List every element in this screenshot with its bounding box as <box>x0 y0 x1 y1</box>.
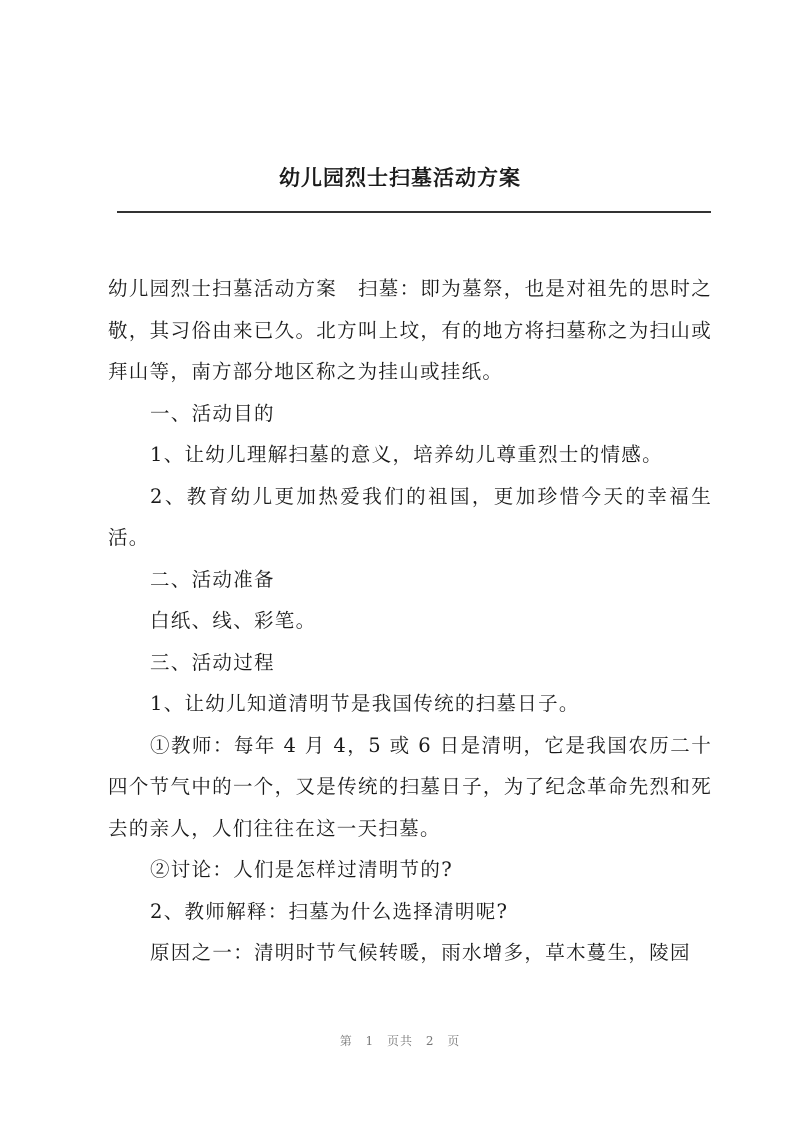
heading-activity-preparation: 二、活动准备 <box>150 567 275 591</box>
preparation-materials: 白纸、线、彩笔。 <box>150 609 317 632</box>
goal-item-1: 1、让幼儿理解扫墓的意义，培养幼儿尊重烈士的情感。 <box>150 443 663 466</box>
page-title: 幼儿园烈士扫墓活动方案 <box>279 165 521 190</box>
page-footer: 第 1 页共 2 页 <box>339 1034 461 1048</box>
process-step-1a: ①教师：每年 4 月 4，5 或 6 日是清明，它是我国农历二十四个节气中的一个，又是传统的扫墓日子，为了纪念革命先烈和死去的亲人，人们往往在这一天扫墓。 <box>108 733 712 840</box>
process-step-2: 2、教师解释：扫墓为什么选择清明呢? <box>150 899 509 923</box>
document-body <box>108 268 712 974</box>
goal-item-2: 2、教育幼儿更加热爱我们的祖国，更加珍惜今天的幸福生活。 <box>108 484 712 549</box>
paragraph-intro: 幼儿园烈士扫墓活动方案 扫墓：即为墓祭，也是对祖先的思时之敬，其习俗由来已久。北方叫上坟，有的地方将扫墓称之为扫山或拜山等，南方部分地区称之为挂山或挂纸。 <box>108 277 712 383</box>
process-reason-1: 原因之一：清明时节气候转暖，雨水增多，草木蔓生，陵园 <box>150 941 691 964</box>
heading-activity-goals: 一、活动目的 <box>150 401 275 425</box>
process-step-1: 1、让幼儿知道清明节是我国传统的扫墓日子。 <box>150 692 580 715</box>
heading-activity-process: 三、活动过程 <box>150 650 275 674</box>
title-divider <box>117 211 711 213</box>
process-step-1b: ②讨论：人们是怎样过清明节的? <box>150 858 453 881</box>
